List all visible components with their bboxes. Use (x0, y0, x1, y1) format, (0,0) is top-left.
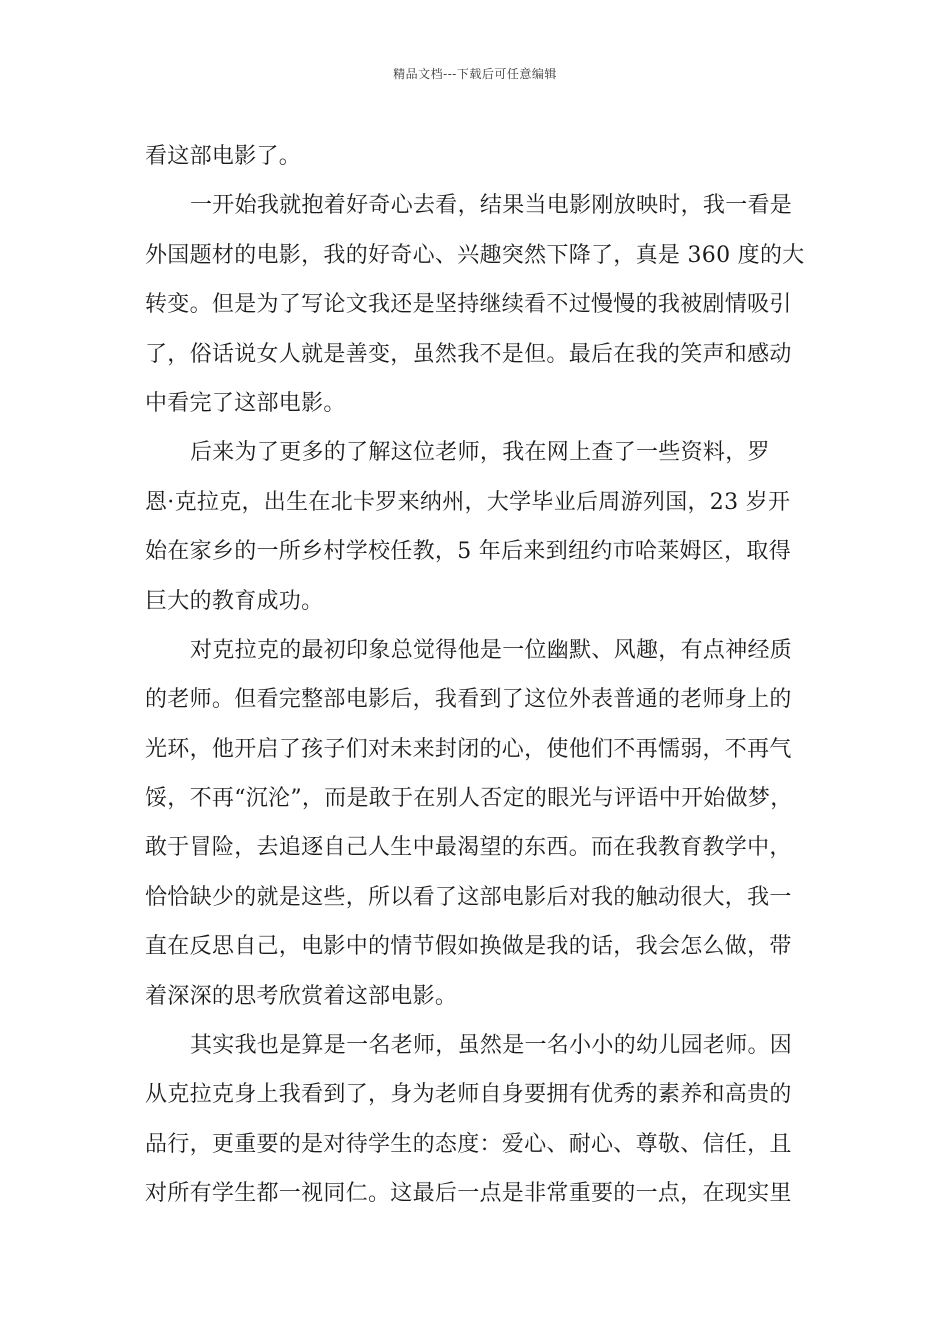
paragraph (145, 1021, 825, 1219)
text-line: 对克拉克的最初印象总觉得他是一位幽默、风趣，有点神经质 (190, 637, 793, 663)
text-line: 恩·克拉克，出生在北卡罗来纳州，大学毕业后周游列国，23 岁开 (145, 489, 791, 515)
text-line: 转变。但是为了写论文我还是坚持继续看不过慢慢的我被剧情吸引 (145, 292, 792, 318)
page-header: 精品文档---下载后可任意编辑 (393, 67, 557, 81)
text-line: 外国题材的电影，我的好奇心、兴趣突然下降了，真是 360 度的大 (145, 242, 805, 268)
text-line: 对所有学生都一视同仁。这最后一点是非常重要的一点，在现实里 (145, 1181, 792, 1207)
paragraph (145, 181, 825, 428)
text-line: 品行，更重要的是对待学生的态度：爱心、耐心、尊敬、信任，且 (145, 1131, 792, 1157)
text-line: 了，俗话说女人就是善变，虽然我不是但。最后在我的笑声和感动 (145, 341, 792, 367)
text-line: 馁，不再“沉沦”，而是敢于在别人否定的眼光与评语中开始做梦， (145, 786, 793, 812)
text-line: 看这部电影了。 (145, 144, 302, 169)
text-line: 光环，他开启了孩子们对未来封闭的心，使他们不再懦弱，不再气 (145, 736, 792, 762)
paragraph (145, 132, 825, 181)
text-line: 从克拉克身上我看到了，身为老师自身要拥有优秀的素养和高贵的 (145, 1082, 792, 1108)
text-line: 一开始我就抱着好奇心去看，结果当电影刚放映时，我一看是 (190, 193, 793, 219)
text-line: 着深深的思考欣赏着这部电影。 (145, 983, 458, 1009)
text-line: 中看完了这部电影。 (145, 390, 346, 416)
text-line: 巨大的教育成功。 (145, 588, 324, 614)
text-line: 敢于冒险，去追逐自己人生中最渴望的东西。而在我教育教学中， (145, 835, 792, 861)
text-line: 直在反思自己，电影中的情节假如换做是我的话，我会怎么做，带 (145, 934, 792, 960)
text-line: 的老师。但看完整部电影后，我看到了这位外表普通的老师身上的 (145, 687, 792, 713)
paragraph (145, 626, 825, 1021)
text-line: 后来为了更多的了解这位老师，我在网上查了一些资料，罗 (190, 440, 770, 466)
document-body (145, 132, 825, 1219)
text-line: 始在家乡的一所乡村学校任教，5 年后来到纽约市哈莱姆区，取得 (145, 539, 791, 565)
text-line: 其实我也是算是一名老师，虽然是一名小小的幼儿园老师。因 (190, 1033, 793, 1059)
paragraph (145, 428, 825, 626)
text-line: 恰恰缺少的就是这些，所以看了这部电影后对我的触动很大，我一 (145, 884, 792, 910)
